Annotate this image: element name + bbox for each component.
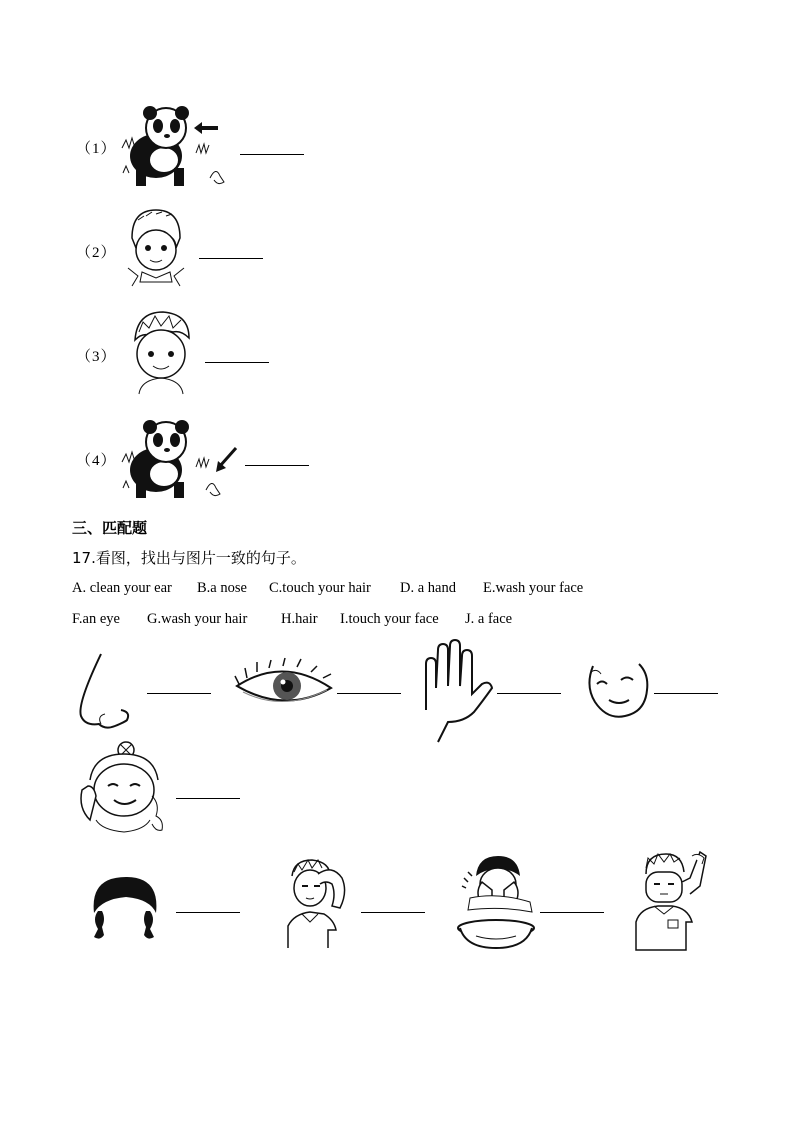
question-4-number: （4） xyxy=(76,453,117,469)
option-h: H.hair xyxy=(281,611,318,627)
wash-face-picture xyxy=(456,852,536,950)
option-f: F.an eye xyxy=(72,611,120,627)
answer-blank-touch-hair[interactable] xyxy=(361,912,425,913)
option-d: D. a hand xyxy=(400,580,456,596)
nose-picture xyxy=(75,652,135,732)
option-c: C.touch your hair xyxy=(269,580,371,596)
panda-bird-arrow-picture xyxy=(118,420,233,502)
boy-picture xyxy=(125,310,195,394)
eye-picture xyxy=(233,662,333,712)
question-17-instruction: 17.看图，找出与图片一致的句子。 xyxy=(72,549,306,567)
face-picture xyxy=(583,658,653,720)
option-b: B.a nose xyxy=(197,580,247,596)
answer-blank-face[interactable] xyxy=(654,693,718,694)
girl-clean-ear-picture xyxy=(76,740,168,836)
answer-blank-4[interactable] xyxy=(245,465,309,466)
option-e: E.wash your face xyxy=(483,580,584,596)
girl-picture xyxy=(120,208,190,290)
question-2-number: （2） xyxy=(76,245,117,261)
touch-hair-picture xyxy=(278,858,350,950)
answer-blank-hand[interactable] xyxy=(497,693,561,694)
hand-picture xyxy=(420,640,496,740)
answer-blank-3[interactable] xyxy=(205,362,269,363)
question-1-number: （1） xyxy=(76,141,117,157)
answer-blank-1[interactable] xyxy=(240,154,304,155)
panda-head-arrow-picture xyxy=(118,108,233,190)
hair-picture xyxy=(84,875,166,941)
answer-blank-wash-face[interactable] xyxy=(540,912,604,913)
option-a: A. clean your ear xyxy=(72,580,172,596)
answer-blank-hair[interactable] xyxy=(176,912,240,913)
option-g: G.wash your hair xyxy=(147,611,248,627)
section-title: 三、匹配题 xyxy=(72,519,148,537)
answer-blank-2[interactable] xyxy=(199,258,263,259)
option-j: J. a face xyxy=(465,611,513,627)
question-3-number: （3） xyxy=(76,349,117,365)
touch-face-picture xyxy=(632,852,706,952)
option-i: I.touch your face xyxy=(340,611,439,627)
answer-blank-clean-ear[interactable] xyxy=(176,798,240,799)
answer-blank-eye[interactable] xyxy=(337,693,401,694)
answer-blank-nose[interactable] xyxy=(147,693,211,694)
